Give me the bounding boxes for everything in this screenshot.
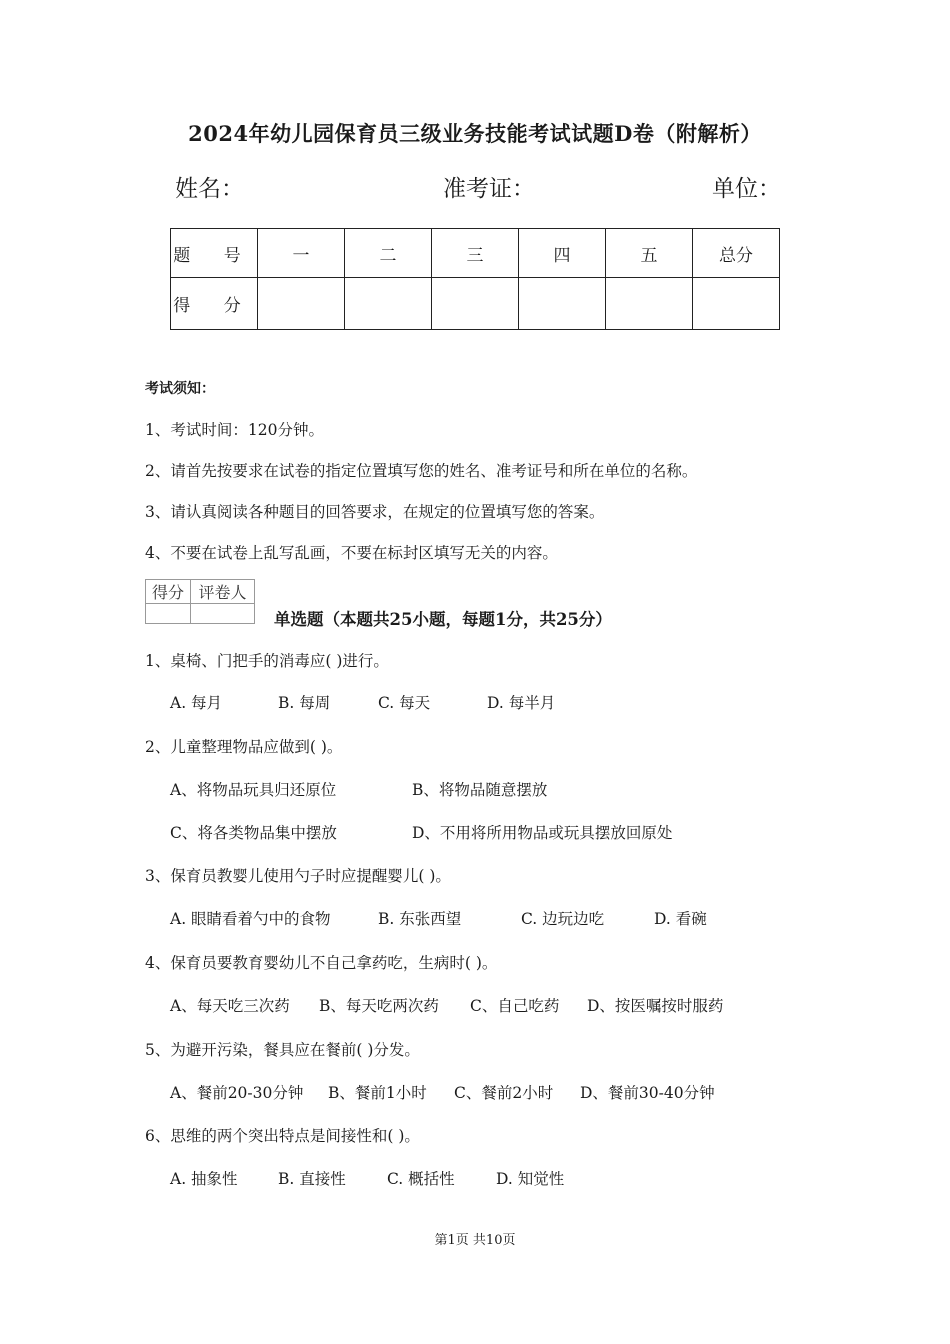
grader-box	[145, 579, 255, 624]
notice-title: 考试须知：	[145, 381, 215, 397]
option: C、餐前2小时	[454, 1084, 554, 1102]
notice-item: 3、请认真阅读各种题目的回答要求，在规定的位置填写您的答案。	[145, 503, 605, 521]
notice-item: 4、不要在试卷上乱写乱画，不要在标封区填写无关的内容。	[145, 544, 558, 562]
question-text: 1、桌椅、门把手的消毒应( )进行。	[145, 652, 389, 670]
question-text: 2、儿童整理物品应做到( )。	[145, 738, 343, 756]
option: B. 直接性	[278, 1170, 346, 1188]
name-field-label: 姓名：	[175, 176, 244, 202]
grader-score-cell[interactable]	[146, 604, 191, 624]
option: D. 每半月	[487, 694, 556, 712]
grader-score-label: 得分	[146, 580, 191, 604]
score-cell[interactable]	[345, 278, 432, 330]
option: C、将各类物品集中摆放	[170, 824, 337, 842]
score-table-score-row	[171, 278, 780, 330]
score-table-column: 一	[258, 229, 345, 278]
score-table-column-total: 总分	[693, 229, 780, 278]
score-cell[interactable]	[606, 278, 693, 330]
option: D、餐前30-40分钟	[580, 1084, 715, 1102]
score-cell-total[interactable]	[693, 278, 780, 330]
option: D、不用将所用物品或玩具摆放回原处	[412, 824, 673, 842]
option: C. 每天	[378, 694, 431, 712]
grader-name-cell[interactable]	[191, 604, 255, 624]
option: C. 边玩边吃	[521, 910, 605, 928]
score-table-column: 三	[432, 229, 519, 278]
option: A、餐前20-30分钟	[170, 1084, 304, 1102]
option: D. 看碗	[654, 910, 707, 928]
option: B、将物品随意摆放	[412, 781, 548, 799]
score-cell[interactable]	[258, 278, 345, 330]
grader-name-label: 评卷人	[191, 580, 255, 604]
option: C. 概括性	[387, 1170, 455, 1188]
option: D. 知觉性	[496, 1170, 565, 1188]
question-text: 5、为避开污染，餐具应在餐前( )分发。	[145, 1041, 420, 1059]
score-cell[interactable]	[519, 278, 606, 330]
score-table-column: 五	[606, 229, 693, 278]
option: D、按医嘱按时服药	[587, 997, 724, 1015]
option: A. 抽象性	[170, 1170, 238, 1188]
section-title: 单选题（本题共25小题，每题1分，共25分）	[274, 610, 612, 629]
exam-id-field-label: 准考证：	[443, 176, 535, 202]
option: A、每天吃三次药	[170, 997, 290, 1015]
score-table-header-row	[171, 229, 780, 278]
unit-field-label: 单位：	[712, 176, 781, 202]
notice-item: 1、考试时间：120分钟。	[145, 421, 324, 439]
option: A、将物品玩具归还原位	[170, 781, 337, 799]
score-cell[interactable]	[432, 278, 519, 330]
document-title: 2024年幼儿园保育员三级业务技能考试试题D卷（附解析）	[188, 121, 762, 146]
option: A. 每月	[170, 694, 223, 712]
option: C、自己吃药	[470, 997, 560, 1015]
option: B. 东张西望	[378, 910, 462, 928]
option: B、每天吃两次药	[319, 997, 439, 1015]
question-text: 6、思维的两个突出特点是间接性和( )。	[145, 1127, 420, 1145]
question-text: 4、保育员要教育婴幼儿不自己拿药吃，生病时( )。	[145, 954, 498, 972]
option: A. 眼睛看着勺中的食物	[170, 910, 331, 928]
page-footer: 第1页 共10页	[434, 1233, 516, 1248]
notice-item: 2、请首先按要求在试卷的指定位置填写您的姓名、准考证号和所在单位的名称。	[145, 462, 698, 480]
score-table-score-label: 得 分	[171, 278, 258, 330]
question-text: 3、保育员教婴儿使用勺子时应提醒婴儿( )。	[145, 867, 451, 885]
score-table-column: 四	[519, 229, 606, 278]
option: B. 每周	[278, 694, 331, 712]
score-table	[170, 228, 780, 330]
option: B、餐前1小时	[328, 1084, 427, 1102]
score-table-header-label: 题 号	[171, 229, 258, 278]
score-table-column: 二	[345, 229, 432, 278]
